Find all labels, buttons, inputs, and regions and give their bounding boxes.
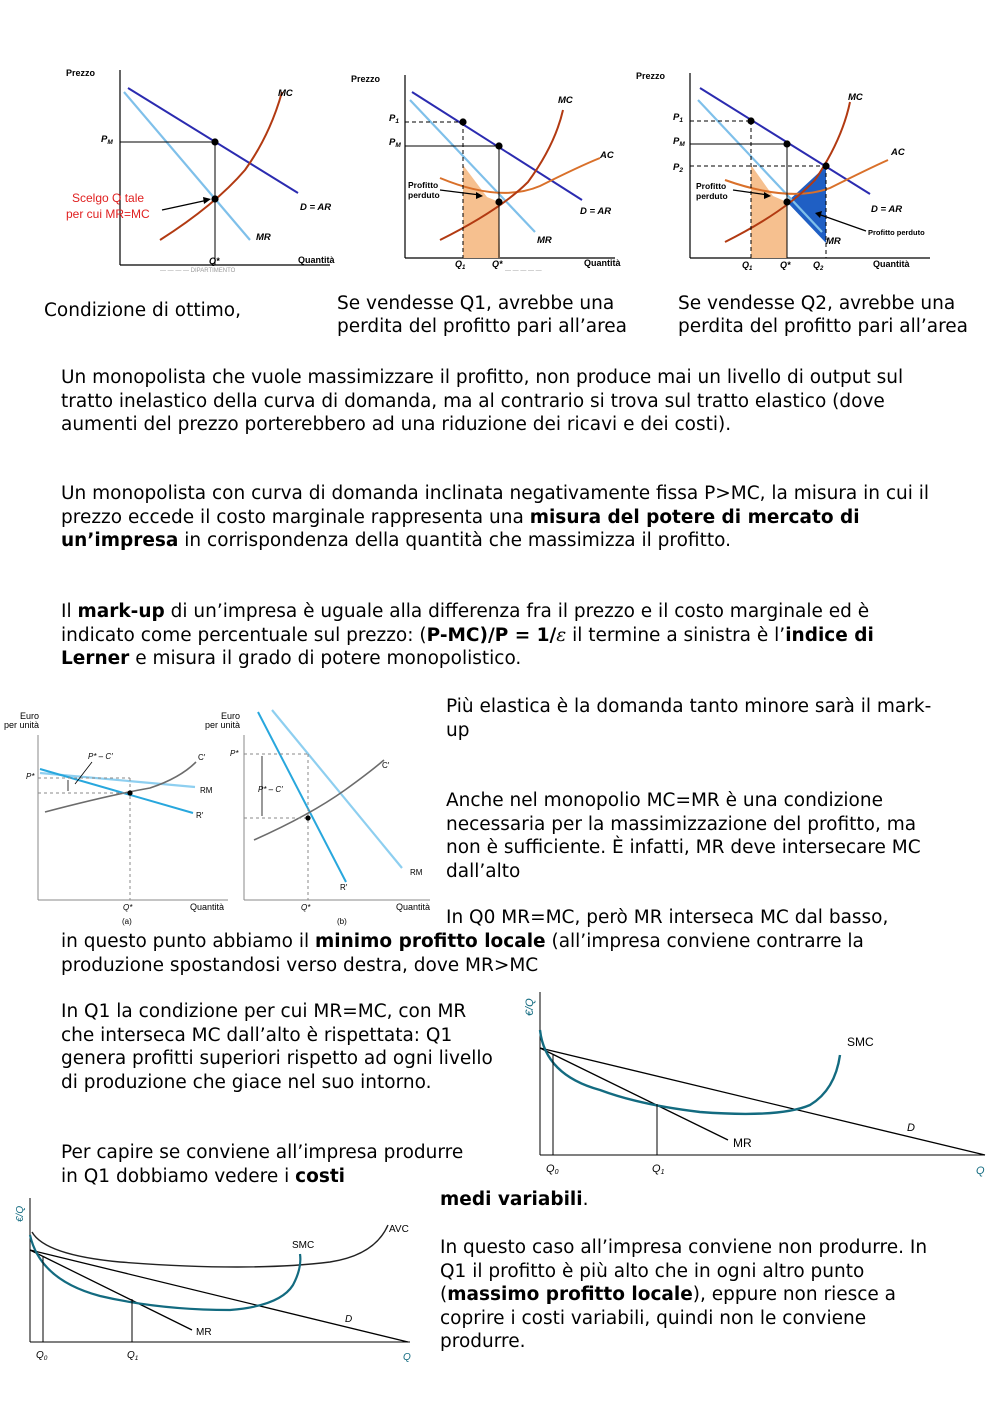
- svg-text:Profitto: Profitto: [408, 180, 439, 190]
- paragraph-market-power: Un monopolista con curva di domanda inclinata negativamente fissa P>MC, la misura in cui il prezzo eccede il costo marginale rappresenta una misura del potere di mercato di un’impresa in corrispondenza della quantità che massimizza il profitto.: [61, 483, 930, 551]
- svg-text:(a): (a): [122, 917, 132, 926]
- panel1-note-line1: Scelgo Q tale: [72, 191, 145, 205]
- panel2: [351, 74, 621, 274]
- svg-text:— — — — —: — — — — —: [505, 268, 542, 274]
- caption-optimum: Condizione di ottimo,: [44, 300, 241, 321]
- fig3-smc-chart: [515, 990, 990, 1180]
- svg-text:MR: MR: [537, 235, 552, 246]
- svg-text:MC: MC: [848, 92, 863, 103]
- svg-text:perduto: perduto: [408, 190, 440, 200]
- svg-text:SMC: SMC: [847, 1035, 874, 1049]
- svg-text:Q*: Q*: [301, 903, 311, 912]
- svg-text:P*: P*: [230, 749, 239, 758]
- svg-text:MC: MC: [558, 95, 573, 106]
- side-text-sufficient: Anche nel monopolio MC=MR è una condizione necessaria per la massimizzazione del profitto, ma non è sufficiente. È infatti, MR deve intersecare MC dall’alto: [446, 790, 921, 882]
- svg-text:Quantità: Quantità: [584, 258, 621, 268]
- svg-text:PM: $P_M$: [389, 137, 401, 149]
- svg-text:MR: MR: [733, 1136, 752, 1150]
- svg-text:SMC: SMC: [292, 1240, 315, 1251]
- svg-text:RM: RM: [410, 868, 423, 877]
- svg-text:D: D: [907, 1122, 915, 1134]
- svg-text:perduto: perduto: [696, 191, 728, 201]
- svg-text:€/Q: €/Q: [524, 998, 536, 1016]
- svg-text:per unità: per unità: [205, 720, 241, 730]
- panel3: [636, 71, 930, 272]
- svg-text:Quantità: Quantità: [190, 902, 225, 912]
- svg-text:AVC: AVC: [389, 1224, 409, 1235]
- svg-text:Q0: Q0: [546, 1163, 559, 1176]
- fig2-panel-b: [205, 710, 430, 926]
- svg-text:Q: Q: [403, 1352, 411, 1363]
- svg-text:Q2: $Q_2$: [813, 260, 824, 272]
- svg-text:P* – C′: P* – C′: [258, 785, 283, 794]
- svg-text:Profitto: Profitto: [696, 181, 727, 191]
- svg-text:D = AR: D = AR: [871, 204, 903, 215]
- panel1-note-line2: per cui MR=MC: [66, 207, 150, 221]
- svg-text:R′: R′: [340, 883, 348, 892]
- svg-text:Q0: $Q_0$: [36, 1350, 48, 1362]
- fig4-avc-chart: [10, 1195, 430, 1365]
- svg-text:Q*: Q*: [123, 903, 133, 912]
- svg-text:Q1: Q1: [652, 1163, 665, 1176]
- svg-text:Q1: $Q_1$: [742, 260, 753, 272]
- svg-text:Q*: Q*: [780, 260, 791, 270]
- side-text-elasticity: Più elastica è la domanda tanto minore sarà il mark-up: [446, 696, 932, 741]
- svg-text:R′: R′: [196, 811, 204, 820]
- svg-text:P2: $P_2$: [673, 162, 683, 174]
- caption-q1: Se vendesse Q1, avrebbe una perdita del profitto pari all’area: [337, 293, 627, 337]
- svg-text:Q: Q: [976, 1165, 985, 1177]
- svg-text:Euro: Euro: [221, 711, 241, 721]
- svg-text:D = AR: D = AR: [580, 206, 612, 217]
- svg-text:AC: AC: [600, 150, 614, 161]
- paragraph-avc-intro: Per capire se conviene all’impresa produrre in Q1 dobbiamo vedere i costi: [61, 1142, 464, 1187]
- svg-text:P1: $P_1$: [673, 112, 683, 124]
- paragraph-min-profit: in questo punto abbiamo il minimo profitto locale (all’impresa conviene contrarre la produzione spostandosi verso destra, dove MR>MC: [61, 931, 864, 976]
- panel2-lost-profit-area: [463, 165, 500, 258]
- svg-text:Euro: Euro: [20, 711, 40, 721]
- paragraph-avc-intro-end: medi variabili.: [440, 1189, 589, 1210]
- paragraph-do-not-produce: In questo caso all’impresa conviene non produrre. In Q1 il profitto è più alto che in ogni altro punto (massimo profitto locale), eppure non riesce a coprire i costi variabili, quindi non le conviene produrre.: [440, 1237, 928, 1352]
- svg-text:Q1: $Q_1$: [127, 1350, 139, 1362]
- caption-q2: Se vendesse Q2, avrebbe una perdita del profitto pari all’area: [678, 293, 968, 337]
- panel1-x-label: Quantità: [298, 255, 335, 265]
- paragraph-markup: Il mark-up di un’impresa è uguale alla differenza fra il prezzo e il costo marginale ed è indicato come percentuale sul prezzo: (P-MC)/P = 1/ε il termine a sinistra è l’indice di Lerner e misura il grado di potere monopolistico.: [61, 601, 874, 669]
- svg-text:MR: MR: [826, 236, 841, 247]
- svg-text:PM: $P_M$: [101, 134, 113, 146]
- svg-text:PM: $P_M$: [673, 136, 685, 148]
- svg-text:MR: MR: [196, 1327, 212, 1338]
- svg-text:P*: P*: [26, 772, 35, 781]
- paragraph-q1: In Q1 la condizione per cui MR=MC, con MR che interseca MC dall’alto è rispettata: Q1 genera profitti superiori rispetto ad ogni livello di produzione che giace nel suo intorno.: [61, 1001, 493, 1093]
- svg-text:C′: C′: [198, 753, 206, 762]
- panel1-mr-label: MR: [256, 232, 271, 243]
- fig1-monopoly-panels: [40, 60, 990, 275]
- svg-text:Quantità: Quantità: [873, 259, 910, 269]
- svg-text:D: D: [345, 1314, 353, 1325]
- svg-text:Q*: Q*: [492, 259, 503, 269]
- svg-text:Prezzo: Prezzo: [636, 71, 666, 81]
- panel1-y-label: Prezzo: [66, 68, 96, 78]
- svg-text:(b): (b): [337, 917, 347, 926]
- panel1: [66, 68, 335, 274]
- q0-line1: In Q0 MR=MC, però MR interseca MC dal basso,: [446, 907, 889, 928]
- paragraph-inelastic: Un monopolista che vuole massimizzare il profitto, non produce mai un livello di output sul tratto inelastico della curva di domanda, ma al contrario si trova sul tratto elastico (dove aumenti del prezzo porterebbero ad una riduzione dei ricavi e dei costi).: [61, 367, 904, 435]
- svg-text:Q1: $Q_1$: [455, 259, 466, 271]
- svg-text:Quantità: Quantità: [396, 902, 431, 912]
- svg-text:AC: AC: [891, 147, 905, 158]
- svg-text:Profitto perduto: Profitto perduto: [868, 228, 925, 237]
- fig2-panel-a: [4, 711, 228, 926]
- panel1-footer: — — — — DIPARTIMENTO: [160, 268, 236, 274]
- panel1-mc-label: MC: [278, 88, 293, 99]
- svg-text:€/Q: €/Q: [15, 1205, 26, 1222]
- fig2-markup-panels: [0, 700, 440, 930]
- panel1-d-label: D = AR: [300, 202, 332, 213]
- svg-text:C′: C′: [382, 761, 390, 770]
- svg-text:P* – C′: P* – C′: [88, 752, 113, 761]
- svg-text:P1: $P_1$: [389, 113, 399, 125]
- svg-text:RM: RM: [200, 786, 213, 795]
- panel1-mc-curve: [160, 92, 282, 240]
- panel1-q-label: Q*: [209, 256, 220, 266]
- svg-text:per unità: per unità: [4, 720, 40, 730]
- svg-text:Prezzo: Prezzo: [351, 74, 381, 84]
